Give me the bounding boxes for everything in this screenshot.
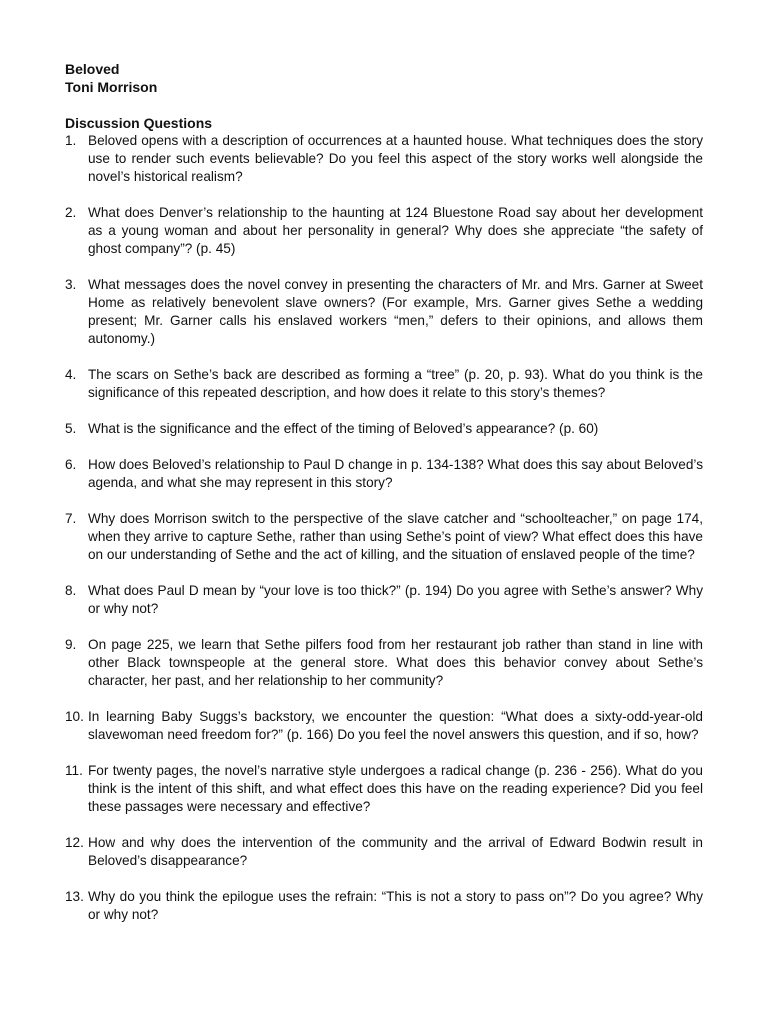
question-text: For twenty pages, the novel’s narrative style undergoes a radical change (p. 236 - 256). What do you think is the intent of this shift, and what effect does this have on the reading experience? Did you feel these passages were necessary and effective? xyxy=(88,763,703,814)
book-title: Beloved xyxy=(65,61,120,77)
question-text: Why does Morrison switch to the perspective of the slave catcher and “schoolteacher,” on page 174, when they arrive to capture Sethe, rather than using Sethe’s point of view? What effect does this have on our understanding of Sethe and the act of killing, and the situation of enslaved people of the time? xyxy=(88,511,703,562)
question-text: What is the significance and the effect of the timing of Beloved’s appearance? (p. 60) xyxy=(88,421,599,436)
question-item xyxy=(65,132,703,186)
title-block xyxy=(65,60,703,96)
question-text: On page 225, we learn that Sethe pilfers food from her restaurant job rather than stand in line with other Black townspeople at the general store. What does this behavior convey about Sethe’s character, her past, and her relationship to her community? xyxy=(88,637,703,688)
question-number: 10. xyxy=(65,709,84,724)
question-number: 1. xyxy=(65,133,77,148)
question-number: 7. xyxy=(65,511,77,526)
question-item xyxy=(65,420,703,438)
question-number: 8. xyxy=(65,583,77,598)
question-item xyxy=(65,762,703,816)
question-number: 3. xyxy=(65,277,77,292)
question-list xyxy=(65,132,703,924)
question-item xyxy=(65,510,703,564)
question-number: 13. xyxy=(65,889,84,904)
question-text: Beloved opens with a description of occurrences at a haunted house. What techniques does the story use to render such events believable? Do you feel this aspect of the story works well alongside the novel’s historical realism? xyxy=(88,133,703,184)
question-text: The scars on Sethe’s back are described as forming a “tree” (p. 20, p. 93). What do you think is the significance of this repeated description, and how does it relate to this story’s themes? xyxy=(88,367,703,400)
question-text: In learning Baby Suggs’s backstory, we encounter the question: “What does a sixty-odd-year-old slavewoman need freedom for?” (p. 166) Do you feel the novel answers this question, and if so, how? xyxy=(88,709,703,742)
question-item xyxy=(65,888,703,924)
question-text: How and why does the intervention of the community and the arrival of Edward Bodwin result in Beloved’s disappearance? xyxy=(88,835,703,868)
question-item xyxy=(65,708,703,744)
question-item xyxy=(65,636,703,690)
question-item xyxy=(65,276,703,348)
question-text: What messages does the novel convey in presenting the characters of Mr. and Mrs. Garner at Sweet Home as relatively benevolent slave owners? (For example, Mrs. Garner gives Sethe a wedding present; Mr. Garner calls his enslaved workers “men,” defers to their opinions, and allows them autonomy.) xyxy=(88,277,703,346)
question-number: 5. xyxy=(65,421,77,436)
question-item xyxy=(65,834,703,870)
question-number: 11. xyxy=(65,763,83,778)
question-text: Why do you think the epilogue uses the refrain: “This is not a story to pass on”? Do you agree? Why or why not? xyxy=(88,889,703,922)
question-item xyxy=(65,582,703,618)
question-text: What does Paul D mean by “your love is too thick?” (p. 194) Do you agree with Sethe’s answer? Why or why not? xyxy=(88,583,703,616)
question-item xyxy=(65,366,703,402)
question-item xyxy=(65,204,703,258)
question-number: 4. xyxy=(65,367,77,382)
question-text: What does Denver’s relationship to the haunting at 124 Bluestone Road say about her development as a young woman and about her personality in general? Why does she appreciate “the safety of ghost company”? (p. 45) xyxy=(88,205,703,256)
question-text: How does Beloved’s relationship to Paul D change in p. 134-138? What does this say about Beloved’s agenda, and what she may represent in this story? xyxy=(88,457,703,490)
question-number: 6. xyxy=(65,457,77,472)
document-page xyxy=(65,60,703,924)
question-number: 9. xyxy=(65,637,77,652)
section-title: Discussion Questions xyxy=(65,115,213,131)
question-number: 2. xyxy=(65,205,77,220)
question-number: 12. xyxy=(65,835,84,850)
book-author: Toni Morrison xyxy=(65,79,158,95)
question-item xyxy=(65,456,703,492)
